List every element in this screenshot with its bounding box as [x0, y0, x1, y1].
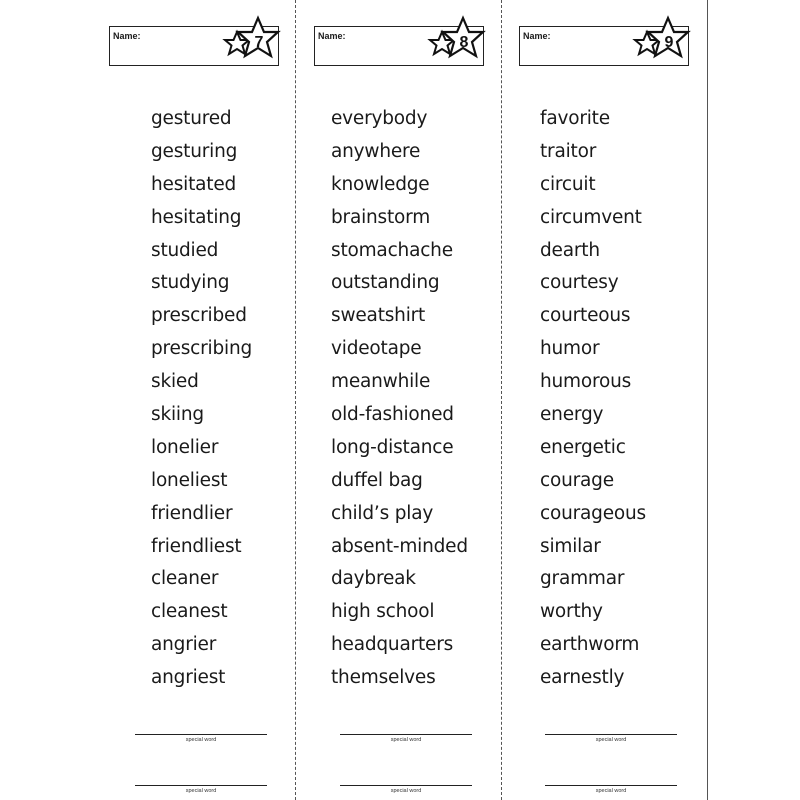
word-item: headquarters [331, 634, 454, 656]
word-item: traitor [540, 140, 597, 162]
word-item: skiing [151, 404, 204, 426]
special-word-label: special word [595, 788, 627, 794]
special-word-line[interactable] [545, 785, 677, 786]
word-strip-7 [109, 0, 299, 800]
word-item: hesitating [151, 206, 242, 228]
special-word-label: special word [390, 788, 422, 794]
word-item: earthworm [540, 634, 640, 656]
word-item: courageous [540, 502, 646, 524]
word-item: friendliest [151, 535, 242, 557]
word-item: cleanest [151, 601, 228, 623]
word-item: courtesy [540, 272, 619, 294]
word-item: themselves [331, 667, 436, 689]
word-item: earnestly [540, 667, 625, 689]
word-item: favorite [540, 108, 610, 129]
star-number-icon [215, 14, 291, 72]
word-item: lonelier [151, 436, 219, 458]
word-item: courage [540, 469, 614, 491]
word-list [331, 103, 468, 695]
word-item: friendlier [151, 502, 233, 524]
word-item: cleaner [151, 568, 219, 590]
name-label: Name: [113, 31, 141, 41]
word-item: angrier [151, 634, 217, 656]
word-item: humor [540, 338, 600, 360]
strip-number: 8 [459, 34, 469, 51]
word-item: duffel bag [331, 469, 423, 491]
word-item: child’s play [331, 502, 434, 524]
special-word-label: special word [390, 737, 422, 743]
star-number-icon [625, 14, 701, 72]
special-word-line[interactable] [135, 734, 267, 735]
word-item: circumvent [540, 206, 642, 228]
special-word-label: special word [595, 737, 627, 743]
word-item: courteous [540, 305, 631, 327]
word-item: humorous [540, 371, 632, 393]
word-item: worthy [540, 601, 603, 623]
word-item: skied [151, 371, 199, 393]
word-item: everybody [331, 108, 428, 129]
word-item: outstanding [331, 272, 440, 294]
name-label: Name: [318, 31, 346, 41]
word-item: absent-minded [331, 535, 468, 557]
special-word-line[interactable] [135, 785, 267, 786]
word-item: hesitated [151, 173, 237, 195]
word-item: prescribing [151, 338, 253, 360]
word-item: long-distance [331, 436, 454, 458]
word-item: high school [331, 601, 435, 623]
word-item: gesturing [151, 140, 238, 162]
strip-number: 9 [664, 34, 674, 51]
word-item: angriest [151, 667, 226, 689]
word-item: sweatshirt [331, 305, 426, 327]
word-item: energy [540, 404, 604, 426]
word-strip-9 [519, 0, 709, 800]
word-item: prescribed [151, 305, 247, 327]
special-word-line[interactable] [340, 734, 472, 735]
word-item: anywhere [331, 140, 421, 162]
word-item: dearth [540, 239, 600, 261]
word-item: gestured [151, 108, 232, 129]
special-word-label: special word [185, 788, 217, 794]
star-number-icon [420, 14, 496, 72]
word-item: grammar [540, 568, 625, 590]
word-list [540, 103, 646, 695]
word-item: studying [151, 272, 230, 294]
special-word-line[interactable] [340, 785, 472, 786]
word-item: circuit [540, 173, 596, 195]
word-item: energetic [540, 436, 626, 458]
word-item: loneliest [151, 469, 228, 491]
word-item: meanwhile [331, 371, 431, 393]
word-item: studied [151, 239, 219, 261]
name-label: Name: [523, 31, 551, 41]
word-list [151, 103, 252, 695]
word-item: daybreak [331, 568, 416, 590]
strip-number: 7 [254, 34, 264, 51]
word-item: videotape [331, 338, 422, 360]
word-item: stomachache [331, 239, 453, 261]
word-item: similar [540, 535, 601, 557]
special-word-line[interactable] [545, 734, 677, 735]
special-word-label: special word [185, 737, 217, 743]
word-item: old-fashioned [331, 404, 454, 426]
word-item: knowledge [331, 173, 430, 195]
word-item: brainstorm [331, 206, 431, 228]
word-strip-8 [314, 0, 504, 800]
